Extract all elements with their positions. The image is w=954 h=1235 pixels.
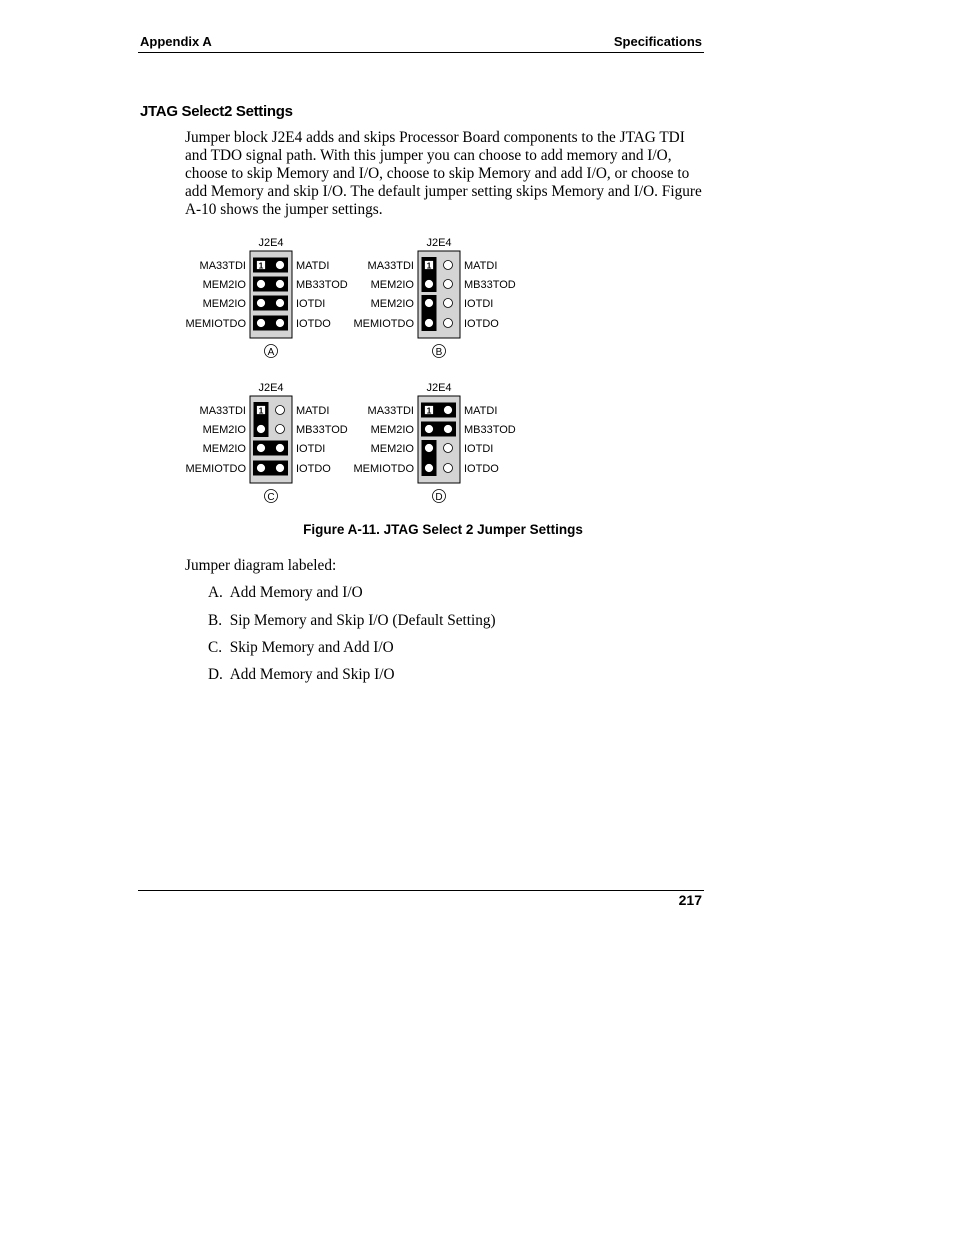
pin [276,464,285,473]
section-title: JTAG Select2 Settings [140,103,293,120]
pin [425,319,434,328]
pin-label-left: MEM2IO [202,298,246,310]
jumper-figure [180,230,560,510]
pin [257,280,266,289]
pin-1-mark: 1 [258,260,264,271]
list-item [208,666,395,684]
pin [276,261,285,270]
list-item [208,584,363,602]
pin [425,444,434,453]
pin-label-right: IOTDO [296,318,331,330]
pin [444,425,453,434]
list-item [208,612,496,630]
pin [444,444,453,453]
jumper-diagram [354,237,516,358]
intro-paragraph: Jumper block J2E4 adds and skips Processor Board components to the JTAG TDI and TDO signal path. With this jumper you can choose to add memory and I/O, choose to skip Memory and I/O, choose to skip Memory and add I/O, or choose to add Memory and skip I/O. The default jumper setting skips Memory and I/O. Figure A-10 shows the jumper settings. [185,129,702,218]
pin-label-left: MA33TDI [199,405,246,417]
pin [444,464,453,473]
pin-label-right: IOTDI [296,298,326,310]
block-label: J2E4 [258,237,284,249]
pin [276,319,285,328]
pin-1-mark: 1 [426,260,432,271]
pin [276,299,285,308]
pin-label-right: MATDI [464,405,498,417]
pin-label-right: IOTDO [296,463,331,475]
list-item-text: Add Memory and I/O [229,584,363,601]
pin-label-left: MA33TDI [199,260,246,272]
pin [444,299,453,308]
diagram-letter: D [435,492,443,503]
pin-1-mark: 1 [426,405,432,416]
pin [444,406,453,415]
pin [444,261,453,270]
pin-label-left: MEMIOTDO [353,463,414,475]
pin [425,280,434,289]
pin [276,444,285,453]
pin-label-right: IOTDO [464,463,499,475]
header-rule [138,52,704,53]
pin [257,299,266,308]
list-item-letter: A. [208,584,223,601]
pin [257,444,266,453]
block-label: J2E4 [426,237,452,249]
list-item-text: Add Memory and Skip I/O [229,666,395,683]
pin-label-left: MEM2IO [370,443,414,455]
pin-label-left: MA33TDI [367,260,414,272]
pin-label-right: MB33TOD [464,424,516,436]
jumper-diagram [354,382,516,503]
running-header-left: Appendix A [140,34,212,49]
pin [257,464,266,473]
diagram-letter: A [267,347,275,358]
diagram-letter: B [435,347,443,358]
pin-label-left: MEM2IO [202,279,246,291]
pin-label-right: MATDI [464,260,498,272]
pin-label-right: IOTDO [464,318,499,330]
pin-label-right: MB33TOD [296,279,348,291]
pin [425,464,434,473]
list-item-text: Skip Memory and Add I/O [229,639,394,656]
pin-label-right: IOTDI [464,443,494,455]
pin-label-right: IOTDI [296,443,326,455]
pin-label-left: MEMIOTDO [185,463,246,475]
list-item-letter: B. [208,612,223,629]
list-item [208,639,394,657]
pin [276,406,285,415]
pin [257,425,266,434]
list-item-letter: D. [208,666,223,683]
pin-label-left: MEM2IO [370,424,414,436]
pin [276,425,285,434]
list-item-text: Sip Memory and Skip I/O (Default Setting) [229,612,496,629]
pin [276,280,285,289]
diagram-letter: C [267,492,275,503]
diagram-lead-text: Jumper diagram labeled: [185,557,337,574]
jumper-diagram [186,237,348,358]
pin-1-mark: 1 [258,405,264,416]
page-number: 217 [678,892,702,908]
pin-label-left: MEM2IO [370,298,414,310]
pin-label-right: MB33TOD [296,424,348,436]
pin-label-right: MB33TOD [464,279,516,291]
pin-label-left: MEM2IO [370,279,414,291]
running-header-right: Specifications [613,34,702,49]
pin [425,425,434,434]
pin [257,319,266,328]
pin [444,280,453,289]
pin-label-left: MEMIOTDO [353,318,414,330]
list-item-letter: C. [208,639,223,656]
pin-label-left: MA33TDI [367,405,414,417]
pin-label-left: MEMIOTDO [185,318,246,330]
pin-label-left: MEM2IO [202,443,246,455]
block-label: J2E4 [426,382,452,394]
pin [425,299,434,308]
block-label: J2E4 [258,382,284,394]
pin-label-right: IOTDI [464,298,494,310]
pin-label-left: MEM2IO [202,424,246,436]
pin-label-right: MATDI [296,405,330,417]
pin-label-right: MATDI [296,260,330,272]
pin [444,319,453,328]
jumper-diagram [186,382,348,503]
figure-caption: Figure A-11. JTAG Select 2 Jumper Settings [303,522,583,537]
footer-rule [138,890,704,891]
